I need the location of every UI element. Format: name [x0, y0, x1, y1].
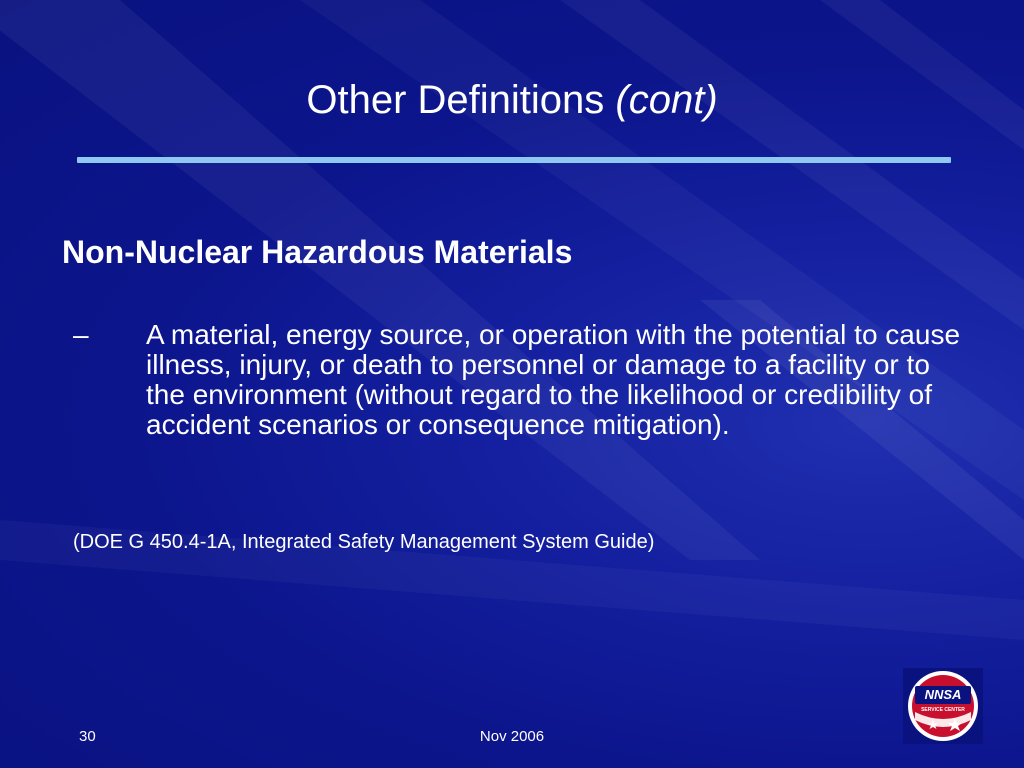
bullet-dash: –: [73, 319, 89, 350]
slide-number: 30: [79, 728, 96, 745]
definition-text: A material, energy source, or operation with the potential to cause illness, injury, or death to personnel or damage to a facility or to the environment (without regard to the likelihood or credibility of accident scenarios or consequence mitigation).: [146, 319, 961, 440]
section-heading: Non-Nuclear Hazardous Materials: [62, 234, 573, 270]
slide-title-main: Other Definitions: [306, 78, 616, 122]
slide-title-italic: (cont): [615, 78, 718, 122]
title-divider: [77, 157, 951, 163]
logo-text-sub: SERVICE CENTER: [921, 707, 965, 713]
logo-text-main: NNSA: [924, 687, 962, 702]
slide-title: [0, 72, 1024, 128]
logo-red-disc: [912, 675, 974, 737]
footer-date: Nov 2006: [479, 728, 545, 745]
nnsa-service-center-logo-icon: [903, 668, 983, 744]
citation-text: (DOE G 450.4-1A, Integrated Safety Management System Guide): [73, 531, 655, 553]
nnsa-logo: [903, 668, 983, 744]
